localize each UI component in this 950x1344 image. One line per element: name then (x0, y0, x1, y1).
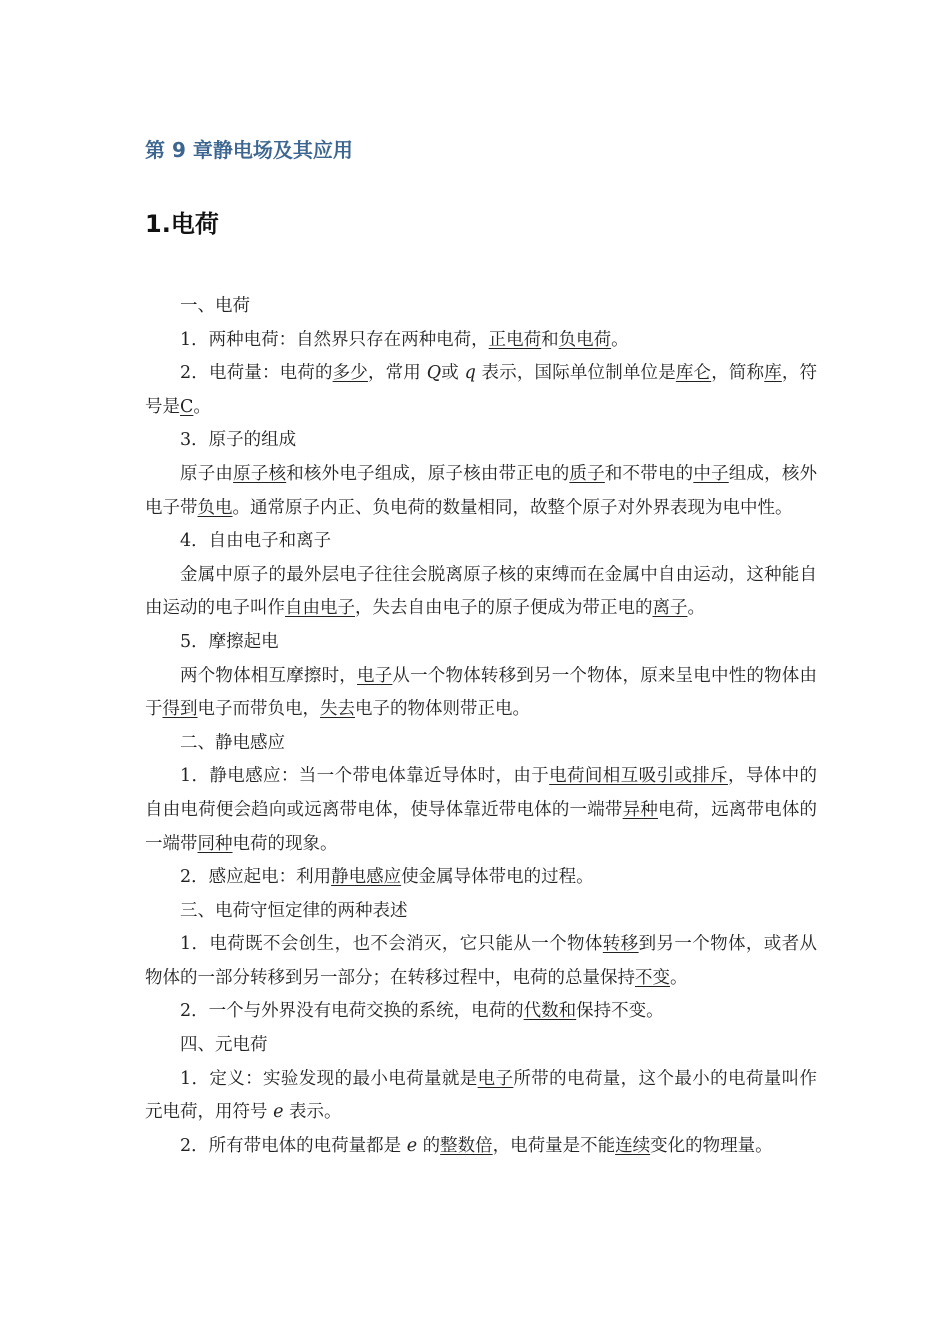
paragraph (145, 995, 817, 1029)
text-run: 和不带电的 (604, 463, 694, 484)
text-run: 2．一个与外界没有电荷交换的系统，电荷的 (180, 1001, 524, 1022)
underlined-term: 中子 (693, 463, 729, 484)
text-run: ，常用 (367, 363, 427, 384)
underlined-term: 静电感应 (331, 867, 402, 888)
underlined-term: 整数倍 (440, 1135, 493, 1156)
text-run: 四、元电荷 (180, 1035, 268, 1056)
paragraph (145, 1063, 817, 1130)
text-run: 2．所有带电体的电荷量都是 (180, 1135, 407, 1156)
text-run: 原子由 (180, 463, 234, 484)
text-run: 4．自由电子和离子 (180, 531, 332, 552)
math-symbol: q (464, 363, 476, 384)
body-text (145, 290, 817, 1163)
text-run: 表示。 (283, 1102, 342, 1123)
text-run: 1．定义：实验发现的最小电荷量就是 (180, 1068, 478, 1089)
paragraph (145, 1029, 817, 1063)
paragraph (145, 895, 817, 929)
underlined-term: 同种 (197, 833, 233, 854)
paragraph (145, 559, 817, 626)
paragraph (145, 861, 817, 895)
underlined-term: 连续 (615, 1135, 651, 1156)
text-run: 三、电荷守恒定律的两种表述 (180, 900, 408, 921)
paragraph (145, 928, 817, 995)
paragraph (145, 727, 817, 761)
paragraph (145, 357, 817, 424)
text-run: 使金属导体带电的过程。 (401, 867, 594, 888)
text-run: 。 (670, 967, 688, 988)
paragraph (145, 525, 817, 559)
paragraph (145, 424, 817, 458)
text-run: 电荷，远离带电体的一端带 (145, 799, 818, 854)
underlined-term: 不变 (635, 967, 670, 988)
paragraph (145, 626, 817, 660)
underlined-term: 电子 (357, 665, 393, 686)
text-run: 。通常原子内正、负电荷的数量相同，故整个原子对外界表现为电中性。 (232, 497, 793, 518)
paragraph (145, 760, 817, 861)
math-symbol: Q (426, 363, 442, 384)
section-title: 1.电荷 (145, 210, 219, 238)
text-run: 电子的物体则带正电。 (355, 699, 530, 720)
underlined-term: 代数和 (523, 1001, 577, 1022)
underlined-term: 库仑 (675, 363, 712, 384)
underlined-term: 库 (764, 363, 782, 384)
text-run: 电荷的现象。 (232, 833, 338, 854)
text-run: 表示，国际单位制单位是 (475, 363, 676, 384)
text-run: 一、电荷 (180, 296, 250, 316)
paragraph (145, 290, 817, 324)
text-run: 的 (417, 1135, 441, 1156)
text-run: 两个物体相互摩擦时， (180, 665, 357, 686)
underlined-term: 自由电子 (285, 598, 355, 619)
math-symbol: e (273, 1102, 284, 1123)
underlined-term: 失去 (320, 699, 355, 720)
text-run: 5．摩擦起电 (180, 631, 279, 652)
text-run: 1．两种电荷：自然界只存在两种电荷， (180, 329, 489, 350)
text-run: 电子而带负电， (197, 699, 320, 720)
text-run: 变化的物理量。 (650, 1135, 773, 1156)
underlined-term: 转移 (602, 934, 639, 955)
text-run: 3．原子的组成 (180, 430, 297, 451)
text-run: 。 (193, 396, 211, 417)
paragraph (145, 1130, 817, 1164)
underlined-term: 离子 (652, 598, 688, 619)
underlined-term: 负电 (197, 497, 233, 518)
math-symbol: e (406, 1135, 418, 1156)
text-run: 保持不变。 (576, 1001, 664, 1022)
text-run: 从一个物体转移到另一个物体，原来呈电中性的物体由于 (145, 665, 818, 720)
text-run: 金属中原子的最外层电子往往会脱离原子核的束缚而在金属中自由运动，这种能自由运动的电子叫作 (145, 564, 817, 619)
paragraph (145, 324, 817, 358)
underlined-term: C (180, 396, 194, 417)
text-run: 或 (441, 363, 465, 384)
text-run: 二、静电感应 (180, 732, 285, 753)
underlined-term: 原子核 (233, 463, 287, 484)
paragraph (145, 458, 817, 525)
text-run: 组成，核外电子带 (145, 463, 818, 518)
paragraph (145, 660, 817, 727)
underlined-term: 负电荷 (558, 329, 612, 350)
underlined-term: 多少 (332, 363, 368, 384)
text-run: ，简称 (711, 363, 765, 384)
text-run: 。 (611, 329, 629, 350)
text-run: 和核外电子组成，原子核由带正电的 (286, 463, 570, 484)
underlined-term: 得到 (162, 699, 198, 720)
text-run: ，电荷量是不能 (492, 1135, 616, 1156)
text-run: 。 (687, 598, 705, 619)
underlined-term: 正电荷 (488, 329, 542, 350)
text-run: 1．电荷既不会创生，也不会消灭，它只能从一个物体 (180, 934, 603, 955)
text-run: 到另一个物体，或者从物体的一部分转移到另一部分；在转移过程中，电荷的总量保持 (145, 934, 817, 988)
text-run: ，失去自由电子的原子便成为带正电的 (355, 598, 653, 619)
text-run: 2．感应起电：利用 (180, 867, 332, 888)
text-run: 1．静电感应：当一个带电体靠近导体时，由于 (180, 766, 550, 787)
underlined-term: 电荷间相互吸引或排斥 (549, 766, 728, 787)
chapter-title: 第 9 章静电场及其应用 (145, 138, 353, 162)
underlined-term: 质子 (569, 463, 605, 484)
underlined-term: 异种 (622, 799, 658, 820)
text-run: 2．电荷量：电荷的 (180, 363, 333, 384)
text-run: 和 (541, 329, 559, 350)
text-run: ，符号是 (145, 363, 818, 417)
underlined-term: 电子 (477, 1068, 514, 1089)
text-run: 所带的电荷量，这个最小的电荷量叫作元电荷，用符号 (145, 1068, 817, 1123)
text-run: ，导体中的自由电荷便会趋向或远离带电体，使导体靠近带电体的一端带 (145, 766, 818, 820)
